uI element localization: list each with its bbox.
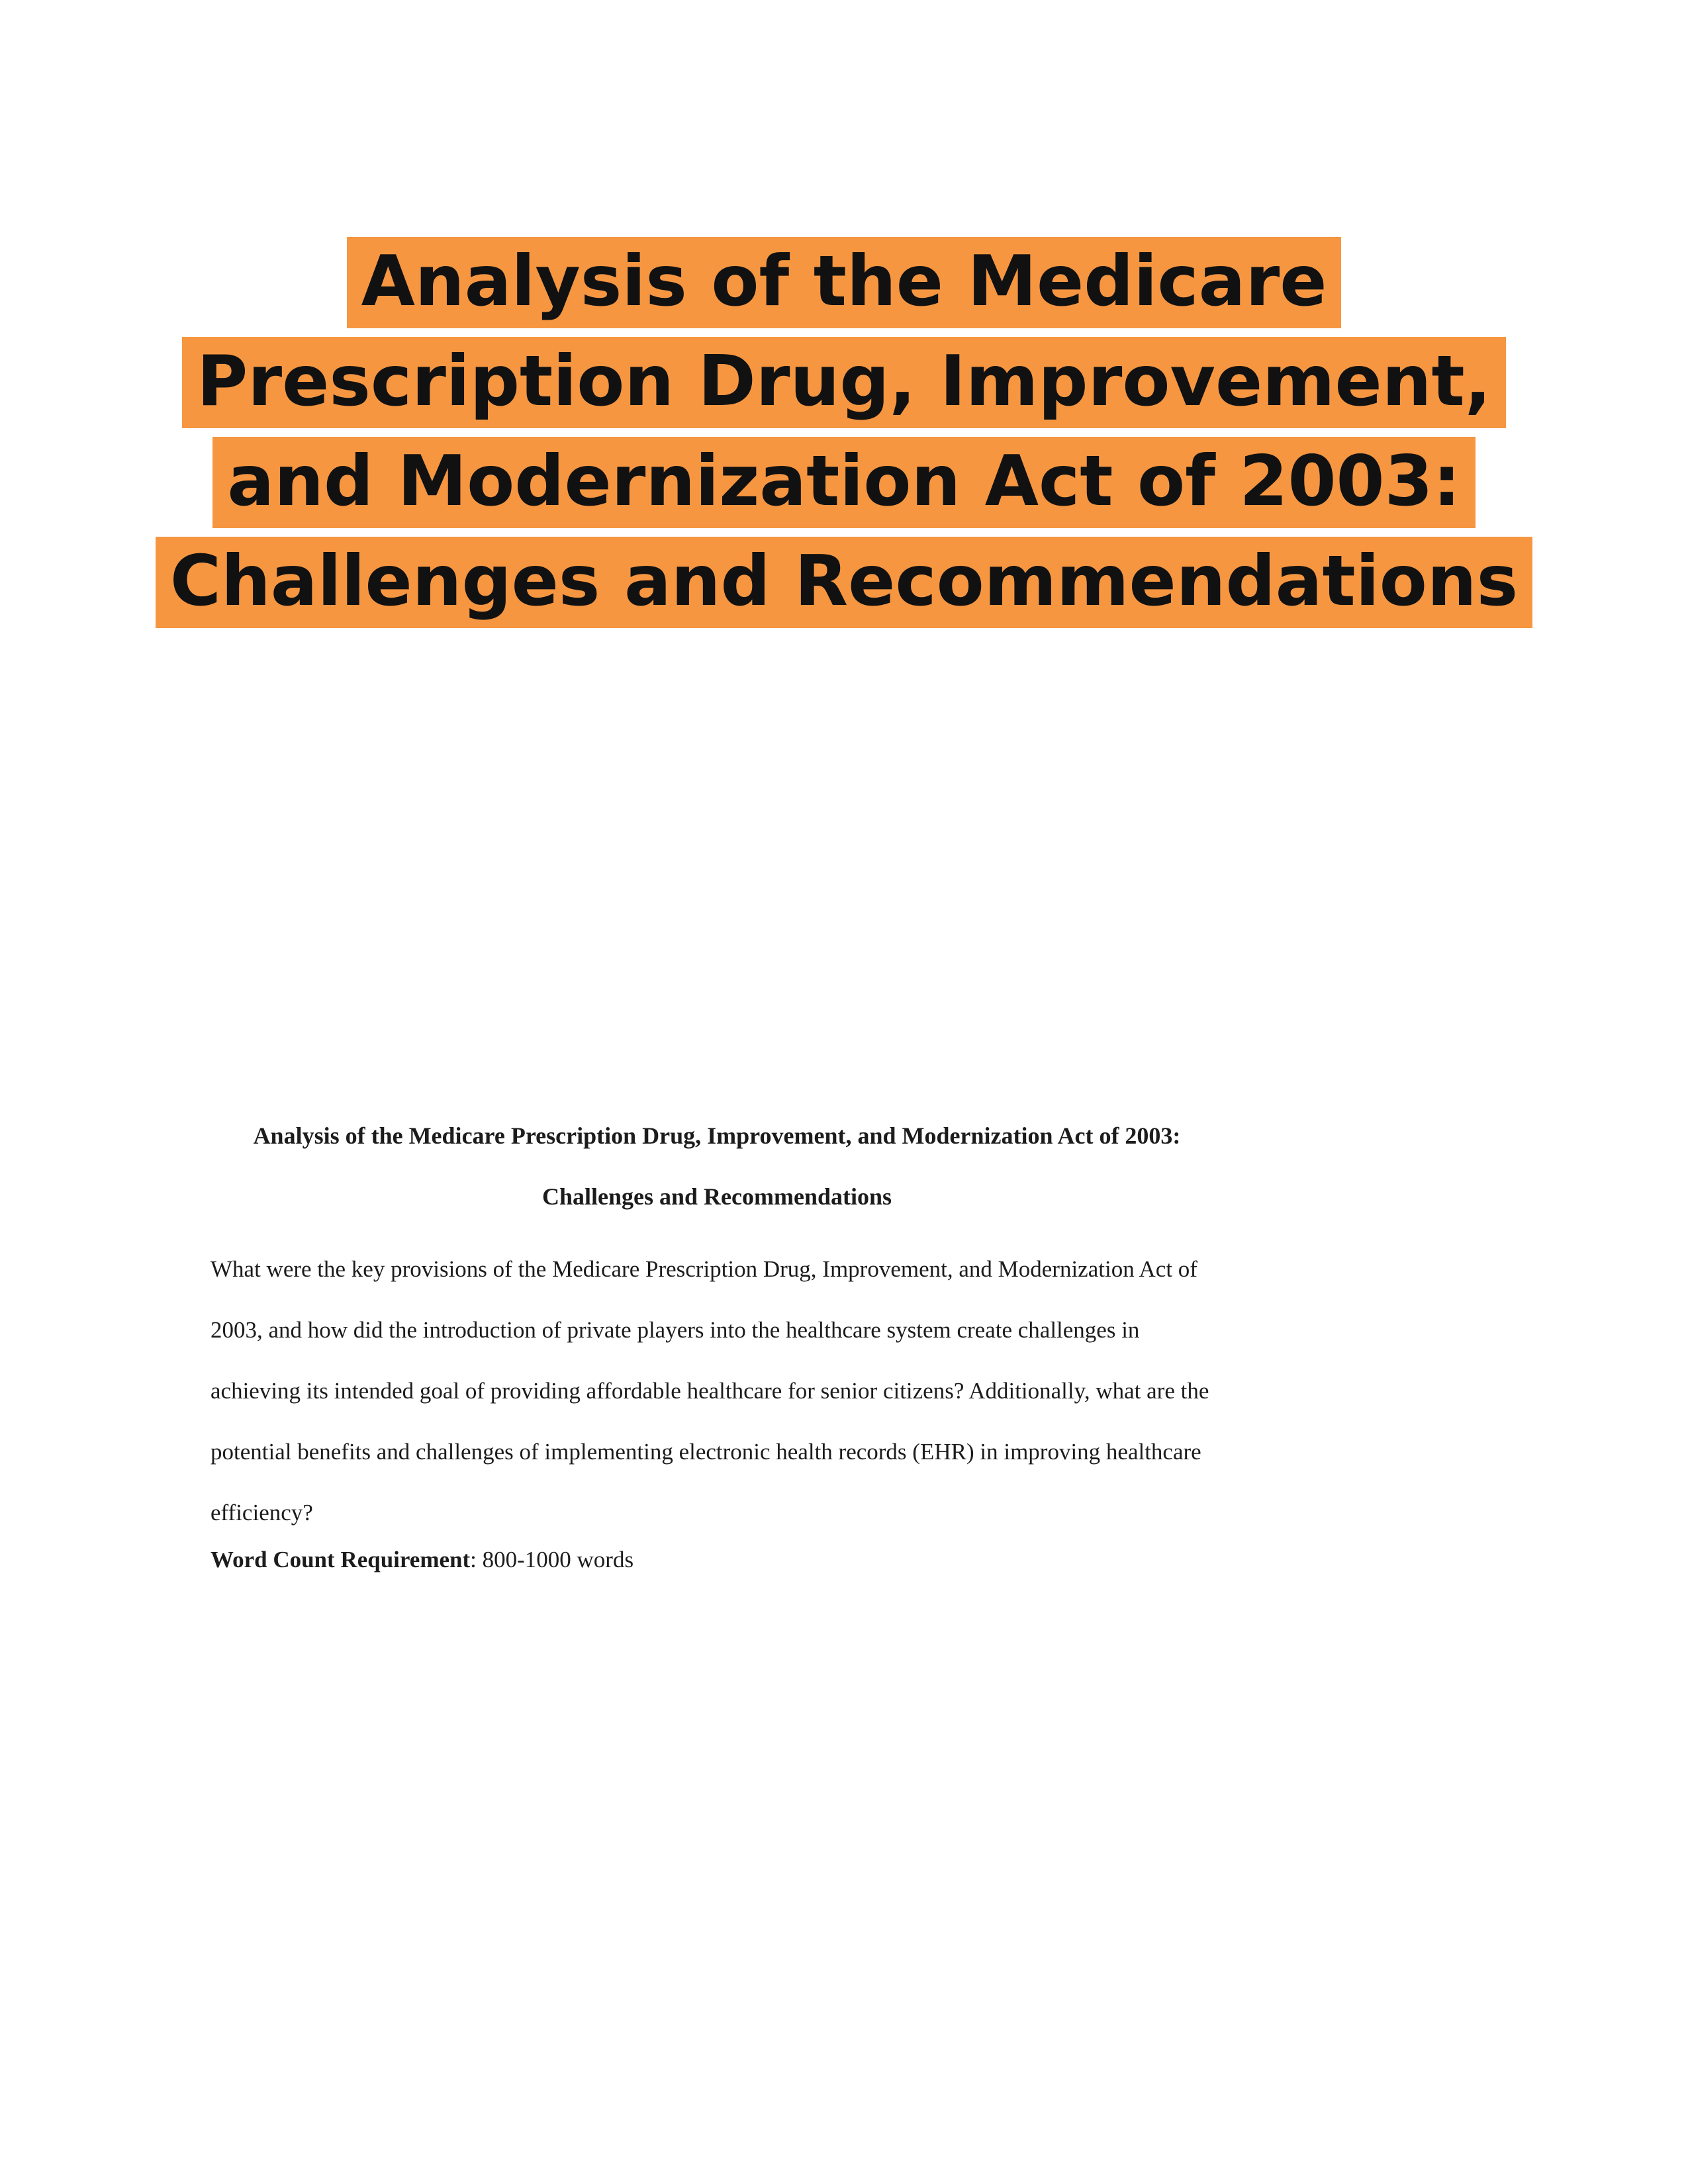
cover-title-line-1: Analysis of the Medicare bbox=[347, 237, 1342, 328]
cover-title-banner bbox=[0, 232, 1688, 631]
cover-title-line-4: Challenges and Recommendations bbox=[156, 537, 1532, 628]
cover-title-line-3: and Modernization Act of 2003: bbox=[212, 437, 1475, 528]
word-count-label: Word Count Requirement bbox=[211, 1547, 471, 1572]
document-question: What were the key provisions of the Medicare Prescription Drug, Improvement, and Modernization Act of 2003, and how did the introduction of private players into the healthcare system create challenges in achieving its intended goal of providing affordable healthcare for senior citizens? Additionally, what are the potential benefits and challenges of implementing electronic health records (EHR) in improving healthcare efficiency? bbox=[211, 1256, 1209, 1525]
word-count-requirement bbox=[211, 1543, 1223, 1576]
scanned-document-excerpt bbox=[211, 1105, 1223, 1576]
cover-title-line-2: Prescription Drug, Improvement, bbox=[182, 337, 1505, 428]
document-title: Analysis of the Medicare Prescription Drug, Improvement, and Modernization Act of 2003: Challenges and Recommendations bbox=[253, 1122, 1181, 1210]
word-count-value: : 800-1000 words bbox=[470, 1547, 634, 1572]
